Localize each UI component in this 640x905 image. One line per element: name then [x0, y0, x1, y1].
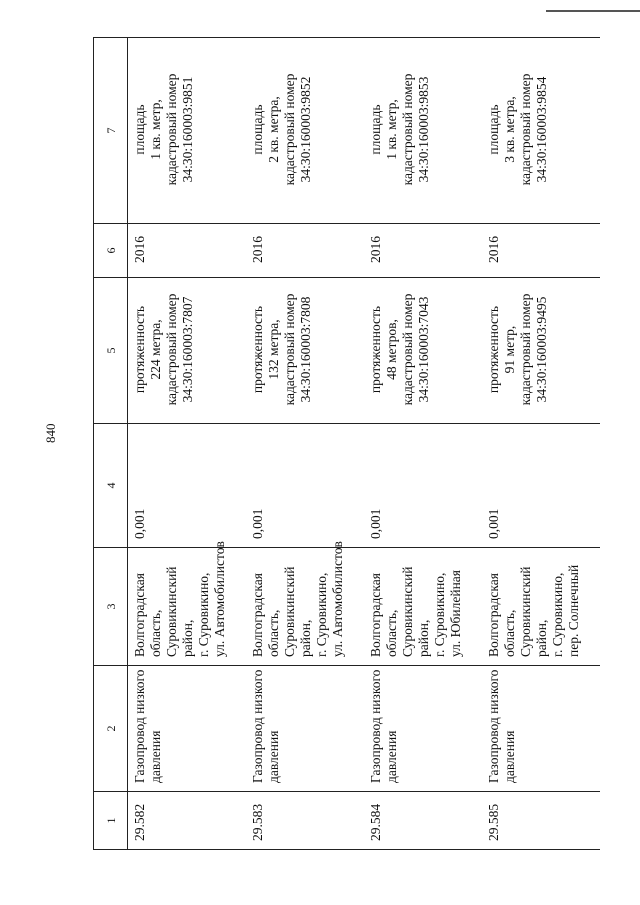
characteristics-line: кадастровый номер [164, 293, 179, 406]
land-plot-line: 2 кв. метра, [266, 96, 281, 163]
address-line: Волгоградская [132, 573, 147, 657]
address-line: район, [534, 619, 549, 657]
land-plot-cell [128, 38, 247, 224]
address-line: г. Суровикино, [432, 572, 447, 657]
land-plot-cell [246, 38, 364, 224]
characteristics-line: протяженность [132, 305, 147, 394]
address-line: Суровикинский [518, 566, 533, 657]
land-plot-line: 3 кв. метра, [502, 96, 517, 163]
year-cell: 2016 [128, 224, 247, 278]
row-number: 29.583 [246, 792, 364, 850]
characteristics-cell [128, 278, 247, 424]
value-cell: 0,001 [482, 424, 600, 548]
value-cell: 0,001 [128, 424, 247, 548]
characteristics-line: 132 метра, [266, 319, 281, 380]
address-line: пер. Солнечный [566, 564, 581, 657]
address-cell [246, 541, 364, 666]
address-line: область, [384, 609, 399, 657]
header-col-4: 4 [94, 424, 128, 548]
characteristics-cell [482, 278, 600, 424]
characteristics-line: кадастровый номер [518, 293, 533, 406]
land-plot-line: площадь [250, 104, 265, 155]
characteristics-line: 34:30:160003:7043 [416, 296, 431, 403]
land-plot-line: 1 кв. метр, [148, 99, 163, 160]
characteristics-line: протяженность [486, 305, 501, 394]
value-cell: 0,001 [364, 424, 482, 548]
row-number: 29.582 [128, 792, 247, 850]
value-cell: 0,001 [246, 424, 364, 548]
address-line: Суровикинский [282, 566, 297, 657]
land-plot-line: 34:30:160003:9851 [180, 76, 195, 183]
address-line: Волгоградская [368, 573, 383, 657]
corner-mark [546, 10, 640, 12]
year-cell: 2016 [482, 224, 600, 278]
object-name-cell [482, 666, 600, 792]
object-name-line: давления [148, 730, 163, 783]
header-col-6: 6 [94, 224, 128, 278]
characteristics-line: 34:30:160003:7808 [298, 296, 313, 403]
land-plot-line: площадь [132, 104, 147, 155]
characteristics-line: 224 метра, [148, 319, 163, 380]
address-line: Суровикинский [400, 566, 415, 657]
land-plot-line: кадастровый номер [518, 73, 533, 186]
table-row [128, 38, 247, 850]
table-row [364, 38, 482, 850]
characteristics-line: протяженность [250, 305, 265, 394]
address-line: г. Суровикино, [314, 572, 329, 657]
row-number: 29.584 [364, 792, 482, 850]
header-col-5: 5 [94, 278, 128, 424]
header-row [94, 38, 128, 850]
address-line: район, [416, 619, 431, 657]
characteristics-line: 48 метров, [384, 319, 399, 380]
land-plot-line: 1 кв. метр, [384, 99, 399, 160]
row-number: 29.585 [482, 792, 600, 850]
address-line: район, [180, 619, 195, 657]
address-cell [364, 548, 482, 666]
characteristics-line: 34:30:160003:9495 [534, 296, 549, 403]
year-cell: 2016 [364, 224, 482, 278]
rotated-table-container [93, 38, 593, 850]
address-line: область, [266, 609, 281, 657]
address-line: ул. Юбилейная [448, 570, 463, 657]
land-plot-line: 34:30:160003:9852 [298, 76, 313, 183]
characteristics-line: 34:30:160003:7807 [180, 296, 195, 403]
characteristics-line: протяженность [368, 305, 383, 394]
object-name-cell [246, 666, 364, 792]
characteristics-line: кадастровый номер [282, 293, 297, 406]
land-plot-line: кадастровый номер [282, 73, 297, 186]
address-line: область, [148, 609, 163, 657]
land-plot-line: кадастровый номер [400, 73, 415, 186]
land-plot-line: 34:30:160003:9853 [416, 76, 431, 183]
object-name-line: давления [266, 730, 281, 783]
table-row [246, 38, 364, 850]
year-cell: 2016 [246, 224, 364, 278]
address-cell [128, 541, 247, 666]
characteristics-line: кадастровый номер [400, 293, 415, 406]
address-line: область, [502, 609, 517, 657]
object-name-line: Газопровод низкого [132, 669, 147, 783]
address-line: г. Суровикино, [550, 572, 565, 657]
land-plot-line: площадь [368, 104, 383, 155]
land-plot-line: кадастровый номер [164, 73, 179, 186]
object-name-cell [364, 666, 482, 792]
land-plot-line: 34:30:160003:9854 [534, 76, 549, 183]
object-name-line: давления [384, 730, 399, 783]
characteristics-line: 91 метр, [502, 325, 517, 374]
address-line: ул. Автомобилистов [212, 541, 227, 657]
characteristics-cell [364, 278, 482, 424]
address-line: район, [298, 619, 313, 657]
address-cell [482, 548, 600, 666]
page-number: 840 [43, 423, 58, 443]
land-plot-cell [482, 38, 600, 224]
object-name-cell [128, 666, 247, 792]
address-line: г. Суровикино, [196, 572, 211, 657]
land-plot-cell [364, 38, 482, 224]
address-line: Волгоградская [250, 573, 265, 657]
characteristics-cell [246, 278, 364, 424]
land-plot-line: площадь [486, 104, 501, 155]
registry-table [93, 37, 600, 850]
address-line: ул. Автомобилистов [330, 541, 345, 657]
header-col-2: 2 [94, 666, 128, 792]
address-line: Волгоградская [486, 573, 501, 657]
header-col-7: 7 [94, 38, 128, 224]
object-name-line: давления [502, 730, 517, 783]
header-col-1: 1 [94, 792, 128, 850]
object-name-line: Газопровод низкого [368, 669, 383, 783]
object-name-line: Газопровод низкого [250, 669, 265, 783]
table-row [482, 38, 600, 850]
header-col-3: 3 [94, 548, 128, 666]
object-name-line: Газопровод низкого [486, 669, 501, 783]
address-line: Суровикинский [164, 566, 179, 657]
